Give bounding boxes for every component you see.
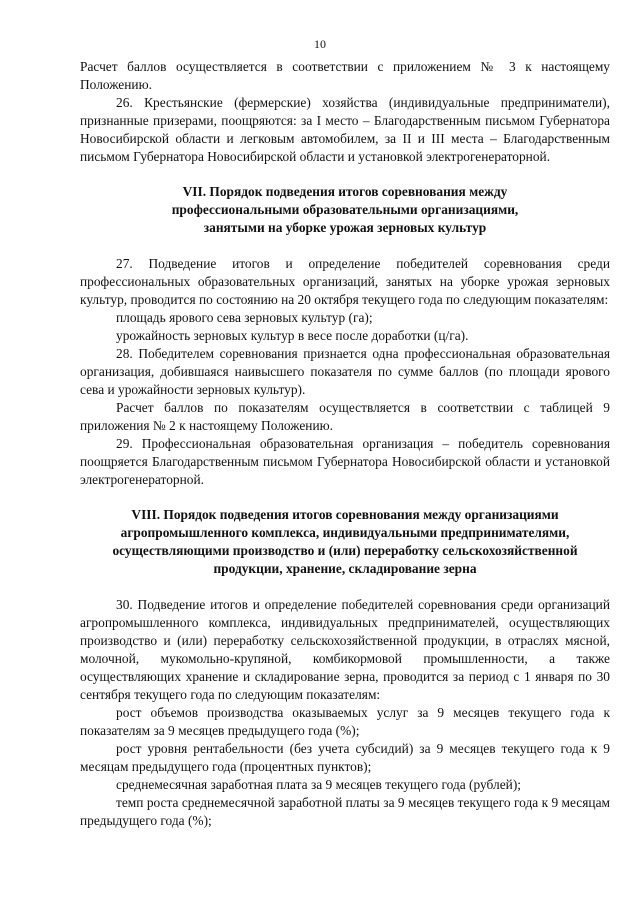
document-body	[80, 58, 610, 830]
section-8-heading	[80, 506, 610, 578]
section-7-heading	[80, 183, 610, 237]
paragraph: 26. Крестьянские (фермерские) хозяйства (индивидуальные предприниматели), признанные призерами, поощряются: за I место – Благодарственным письмом Губернатора Новосибирской области и легковым автомобилем, за II и III места – Благодарственным письмом Губернатора Новосибирской области и установкой электрогенераторной.	[80, 95, 610, 164]
list-item: темп роста среднемесячной заработной платы за 9 месяцев текущего года к 9 месяцам предыдущего года (%);	[80, 795, 610, 828]
heading-line: профессиональными образовательными организациями,	[171, 202, 519, 217]
list-item: рост объемов производства оказываемых услуг за 9 месяцев текущего года к показателям за 9 месяцев предыдущего года (%);	[80, 705, 610, 738]
heading-line: агропромышленного комплекса, индивидуальными предпринимателями,	[120, 525, 570, 540]
heading-line: занятыми на уборке урожая зерновых культур	[203, 220, 487, 235]
heading-line: VIII. Порядок подведения итогов соревнования между организациями	[131, 507, 559, 522]
page-number: 10	[314, 37, 326, 51]
heading-line: VII. Порядок подведения итогов соревнования между	[182, 184, 508, 199]
list-item: урожайность зерновых культур в весе после доработки (ц/га).	[116, 328, 469, 343]
list-item: площадь ярового сева зерновых культур (га);	[116, 310, 373, 325]
heading-line: продукции, хранение, складирование зерна	[213, 561, 477, 576]
paragraph: Расчет баллов по показателям осуществляется в соответствии с таблицей 9 приложения № 2 к настоящему Положению.	[80, 400, 610, 433]
paragraph: 28. Победителем соревнования признается одна профессиональная образовательная организация, добившаяся наивысшего показателя по сумме баллов (по площади ярового сева и урожайности зерновых культур).	[80, 346, 610, 397]
paragraph: 30. Подведение итогов и определение победителей соревнования среди организаций агропромышленного комплекса, индивидуальных предпринимателей, осуществляющих производство и (или) переработку сельскохозяйственной продукции, в отраслях мясной, молочной, мукомольно-крупяной, комбикормовой промышленности, а также осуществляющих хранение и складирование зерна, проводится за период с 1 января по 30 сентября текущего года по следующим показателям:	[80, 597, 610, 702]
paragraph: Расчет баллов осуществляется в соответствии с приложением № 3 к настоящему Положению.	[80, 59, 610, 92]
paragraph: 27. Подведение итогов и определение победителей соревнования среди профессиональных образовательных организаций, занятых на уборке урожая зерновых культур, проводится по состоянию на 20 октября текущего года по следующим показателям:	[80, 256, 610, 307]
list-item: рост уровня рентабельности (без учета субсидий) за 9 месяцев текущего года к 9 месяцам предыдущего года (процентных пунктов);	[80, 741, 610, 774]
list-item: среднемесячная заработная плата за 9 месяцев текущего года (рублей);	[116, 777, 521, 792]
heading-line: осуществляющими производство и (или) переработку сельскохозяйственной	[112, 543, 578, 558]
paragraph: 29. Профессиональная образовательная организация – победитель соревнования поощряется Благодарственным письмом Губернатора Новосибирской области и установкой электрогенераторной.	[80, 436, 610, 487]
